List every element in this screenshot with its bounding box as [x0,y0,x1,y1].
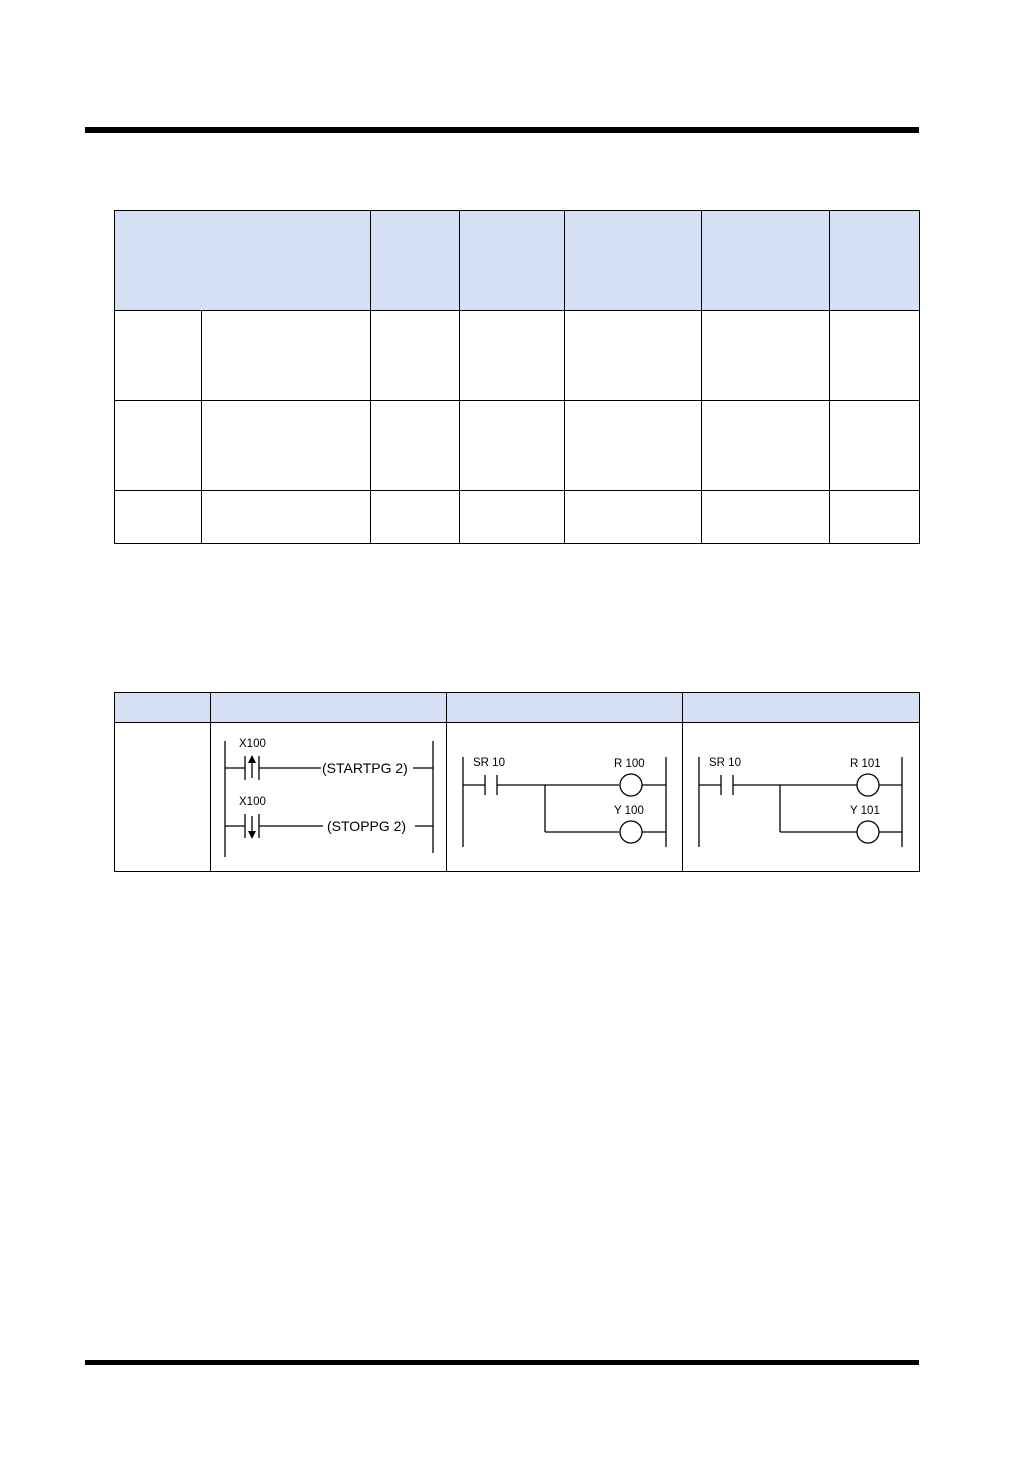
footer-rule [85,1360,919,1365]
table-cell [202,311,371,401]
table-cell [115,311,202,401]
contact-label: X100 [239,738,266,750]
contact-label: SR 10 [709,757,741,769]
arrow-up-icon [248,755,256,763]
table-cell [565,311,702,401]
output-instruction: (STOPPG 2) [327,818,407,834]
coil-icon [620,774,642,796]
ladder-diagram-program-control [211,723,447,872]
arrow-down-icon [248,831,256,839]
header-cell [115,211,371,311]
header-cell [830,211,920,311]
header-cell [211,693,447,723]
coil-icon [857,774,879,796]
header-cell [702,211,830,311]
coil-label: Y 101 [850,805,880,817]
table-cell [371,311,460,401]
spec-table [114,210,920,544]
coil-label: Y 100 [614,805,644,817]
ladder-diagram-coils-101 [683,723,920,872]
header-cell [115,693,211,723]
output-instruction: (STARTPG 2) [322,760,408,776]
header-cell [371,211,460,311]
ladder-table-header-row [115,693,920,723]
header-cell [447,693,683,723]
table-row [115,723,920,872]
contact-label: X100 [239,796,266,808]
table-row [115,401,920,491]
ladder-svg [683,723,920,871]
table-cell [702,401,830,491]
ladder-example-table [114,692,920,872]
table-cell [202,401,371,491]
table-row [115,311,920,401]
table-cell [115,401,202,491]
table-cell [460,311,565,401]
table-cell [565,491,702,544]
spec-table-header-row [115,211,920,311]
table-cell [371,491,460,544]
ladder-diagram-coils-100 [447,723,683,872]
contact-label: SR 10 [473,757,505,769]
table-cell [702,311,830,401]
table-cell [702,491,830,544]
table-cell [830,401,920,491]
header-cell [460,211,565,311]
coil-icon [620,821,642,843]
ladder-svg [211,723,447,871]
table-cell [830,491,920,544]
coil-label: R 101 [850,758,881,770]
ladder-svg [447,723,683,871]
table-cell [830,311,920,401]
header-cell [683,693,920,723]
table-row [115,491,920,544]
coil-label: R 100 [614,758,645,770]
table-cell [115,491,202,544]
table-cell [460,491,565,544]
header-cell [565,211,702,311]
table-cell [371,401,460,491]
table-cell [115,723,211,872]
coil-icon [857,821,879,843]
header-rule [85,127,919,133]
table-cell [565,401,702,491]
table-cell [460,401,565,491]
table-cell [202,491,371,544]
